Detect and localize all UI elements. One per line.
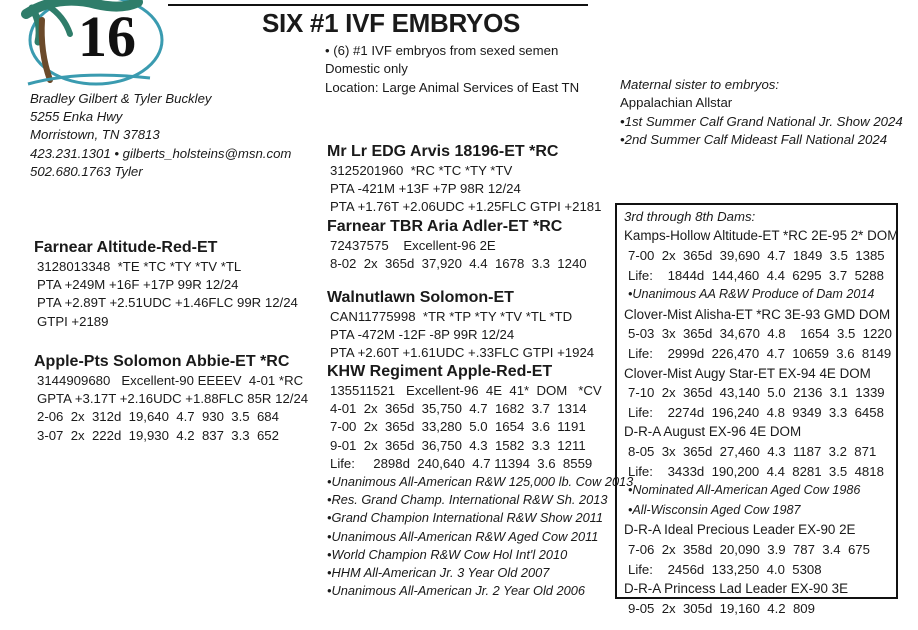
dam-line: 3144909680 Excellent-90 EEEEV 4-01 *RC	[37, 373, 304, 388]
maternal-sister-block	[620, 76, 903, 149]
contact-line: Bradley Gilbert & Tyler Buckley	[30, 91, 212, 106]
dam-of-dam-achievement: •HHM All-American Jr. 3 Year Old 2007	[327, 565, 550, 581]
sire-of-sire-line: PTA -421M +13F +7P 98R 12/24	[330, 181, 521, 197]
dam-4-line: 5-03 3x 365d 34,670 4.8 1654 3.5 1220	[628, 326, 892, 342]
dam-5-line: 7-10 2x 365d 43,140 5.0 2136 3.1 1339	[628, 385, 885, 401]
sire-line: PTA +2.89T +2.51UDC +1.46FLC 99R 12/24	[37, 295, 298, 311]
dams-intro: 3rd through 8th Dams:	[624, 209, 756, 224]
dam-of-dam-line: 4-01 2x 365d 35,750 4.7 1682 3.7 1314	[330, 401, 587, 417]
contact-line: 5255 Enka Hwy	[30, 109, 123, 125]
lot-info	[325, 42, 579, 97]
dam-of-sire-name: Farnear TBR Aria Adler-ET *RC	[327, 218, 563, 235]
contact-line: 423.231.1301 • gilberts_holsteins@msn.com	[30, 145, 292, 161]
sire-of-sire-line: 3125201960 *RC *TC *TY *TV	[330, 163, 513, 178]
dam-3-line: 7-00 2x 365d 39,690 4.7 1849 3.5 1385	[628, 248, 885, 263]
sire-line: PTA +249M +16F +17P 99R 12/24	[37, 277, 239, 293]
dam-4-line: Life: 2999d 226,470 4.7 10659 3.6 8149	[628, 345, 892, 361]
dam-3-line: Life: 1844d 144,460 4.4 6295 3.7 5288	[628, 267, 884, 283]
sire-of-sire-name: Mr Lr EDG Arvis 18196-ET *RC	[327, 143, 559, 160]
dam-3-name: Kamps-Hollow Altitude-ET *RC 2E-95 2* DOM	[624, 228, 899, 244]
dam-7-line: Life: 2456d 133,250 4.0 5308	[628, 561, 822, 577]
sire-of-dam-line: PTA -472M -12F -8P 99R 12/24	[330, 327, 515, 343]
sire-line: 3128013348 *TE *TC *TY *TV *TL	[37, 259, 242, 274]
sire-line: GTPI +2189	[37, 313, 109, 329]
contact-line: Morristown, TN 37813	[30, 127, 160, 143]
lot-info-line: Location: Large Animal Services of East TN	[325, 79, 580, 95]
dam-of-dam-block	[327, 362, 633, 600]
sire-of-dam-line: CAN11775998 *TR *TP *TY *TV *TL *TD	[330, 309, 573, 324]
dam-of-sire-line: 72437575 Excellent-96 2E	[330, 238, 496, 253]
maternal-name: Appalachian Allstar	[620, 95, 733, 111]
dam-6-achievement: •All-Wisconsin Aged Cow 1987	[628, 502, 801, 517]
title-rule	[168, 4, 588, 6]
dam-of-dam-achievement: •Grand Champion International R&W Show 2011	[327, 510, 603, 526]
dam-6-achievement: •Nominated All-American Aged Cow 1986	[628, 483, 861, 498]
dam-of-dam-line: 9-01 2x 365d 36,750 4.3 1582 3.3 1211	[330, 437, 586, 453]
maternal-heading: Maternal sister to embryos:	[620, 77, 780, 92]
dam-6-line: 8-05 3x 365d 27,460 4.3 1187 3.2 871	[628, 443, 877, 459]
dam-3-achievement: •Unanimous AA R&W Produce of Dam 2014	[628, 287, 875, 302]
dam-6-line: Life: 3433d 190,200 4.4 8281 3.5 4818	[628, 463, 884, 479]
dam-7-line: 7-06 2x 358d 20,090 3.9 787 3.4 675	[628, 541, 870, 557]
dam-5-line: Life: 2274d 196,240 4.8 9349 3.3 6458	[628, 404, 884, 420]
dams-box	[624, 208, 898, 618]
sire-name: Farnear Altitude-Red-ET	[34, 239, 218, 256]
lot-number: 16	[78, 4, 136, 69]
lot-info-line: • (6) #1 IVF embryos from sexed semen	[325, 43, 559, 58]
dam-of-dam-achievement: •Unanimous All-American R&W 125,000 lb. Cow 2013	[327, 474, 634, 490]
dam-5-name: Clover-Mist Augy Star-ET EX-94 4E DOM	[624, 365, 871, 381]
dam-of-dam-line: 135511521 Excellent-96 4E 41* DOM *CV	[330, 383, 602, 398]
sire-of-sire-line: PTA +1.76T +2.06UDC +1.25FLC GTPI +2181	[330, 199, 602, 215]
dam-of-dam-achievement: •Unanimous All-American Jr. 2 Year Old 2006	[327, 583, 585, 599]
dam-of-dam-achievement: •World Champion R&W Cow Hol Int'l 2010	[327, 546, 568, 562]
dam-6-name: D-R-A August EX-96 4E DOM	[624, 424, 802, 440]
maternal-achievement: •1st Summer Calf Grand National Jr. Show 2024	[620, 113, 903, 129]
sire-of-dam-block	[327, 288, 594, 363]
contact-line: 502.680.1763 Tyler	[30, 163, 143, 179]
dam-of-dam-name: KHW Regiment Apple-Red-ET	[327, 363, 553, 380]
dam-line: 3-07 2x 222d 19,930 4.2 837 3.3 652	[37, 427, 279, 443]
dam-4-name: Clover-Mist Alisha-ET *RC 3E-93 GMD DOM	[624, 306, 891, 322]
dam-8-line: 9-05 2x 305d 19,160 4.2 809	[628, 600, 815, 616]
sire-of-dam-line: PTA +2.60T +1.61UDC +.33FLC GTPI +1924	[330, 345, 595, 361]
page-title: SIX #1 IVF EMBRYOS	[262, 8, 521, 38]
dam-of-dam-line: 7-00 2x 365d 33,280 5.0 1654 3.6 1191	[330, 419, 586, 435]
sire-of-sire-block	[327, 142, 601, 217]
dam-of-dam-line: Life: 2898d 240,640 4.7 11394 3.6 8559	[330, 455, 593, 471]
maternal-achievement: •2nd Summer Calf Mideast Fall National 2024	[620, 131, 888, 147]
dam-of-sire-line: 8-02 2x 365d 37,920 4.4 1678 3.3 1240	[330, 256, 587, 272]
dam-of-sire-block	[327, 217, 587, 273]
dam-name: Apple-Pts Solomon Abbie-ET *RC	[34, 353, 290, 370]
sire-block	[34, 238, 298, 331]
dam-of-dam-achievement: •Unanimous All-American R&W Aged Cow 2011	[327, 528, 599, 544]
dam-8-name: D-R-A Princess Lad Leader EX-90 3E	[624, 581, 849, 597]
lot-logo	[18, 0, 168, 88]
lot-info-line: Domestic only	[325, 61, 408, 77]
consignor-contact	[30, 90, 291, 181]
dam-line: 2-06 2x 312d 19,640 4.7 930 3.5 684	[37, 409, 279, 425]
dam-block	[34, 352, 308, 445]
dam-of-dam-achievement: •Res. Grand Champ. International R&W Sh. 2013	[327, 492, 608, 508]
dam-line: GPTA +3.17T +2.16UDC +1.88FLC 85R 12/24	[37, 391, 309, 407]
sire-of-dam-name: Walnutlawn Solomon-ET	[327, 289, 514, 306]
dam-7-name: D-R-A Ideal Precious Leader EX-90 2E	[624, 522, 856, 538]
